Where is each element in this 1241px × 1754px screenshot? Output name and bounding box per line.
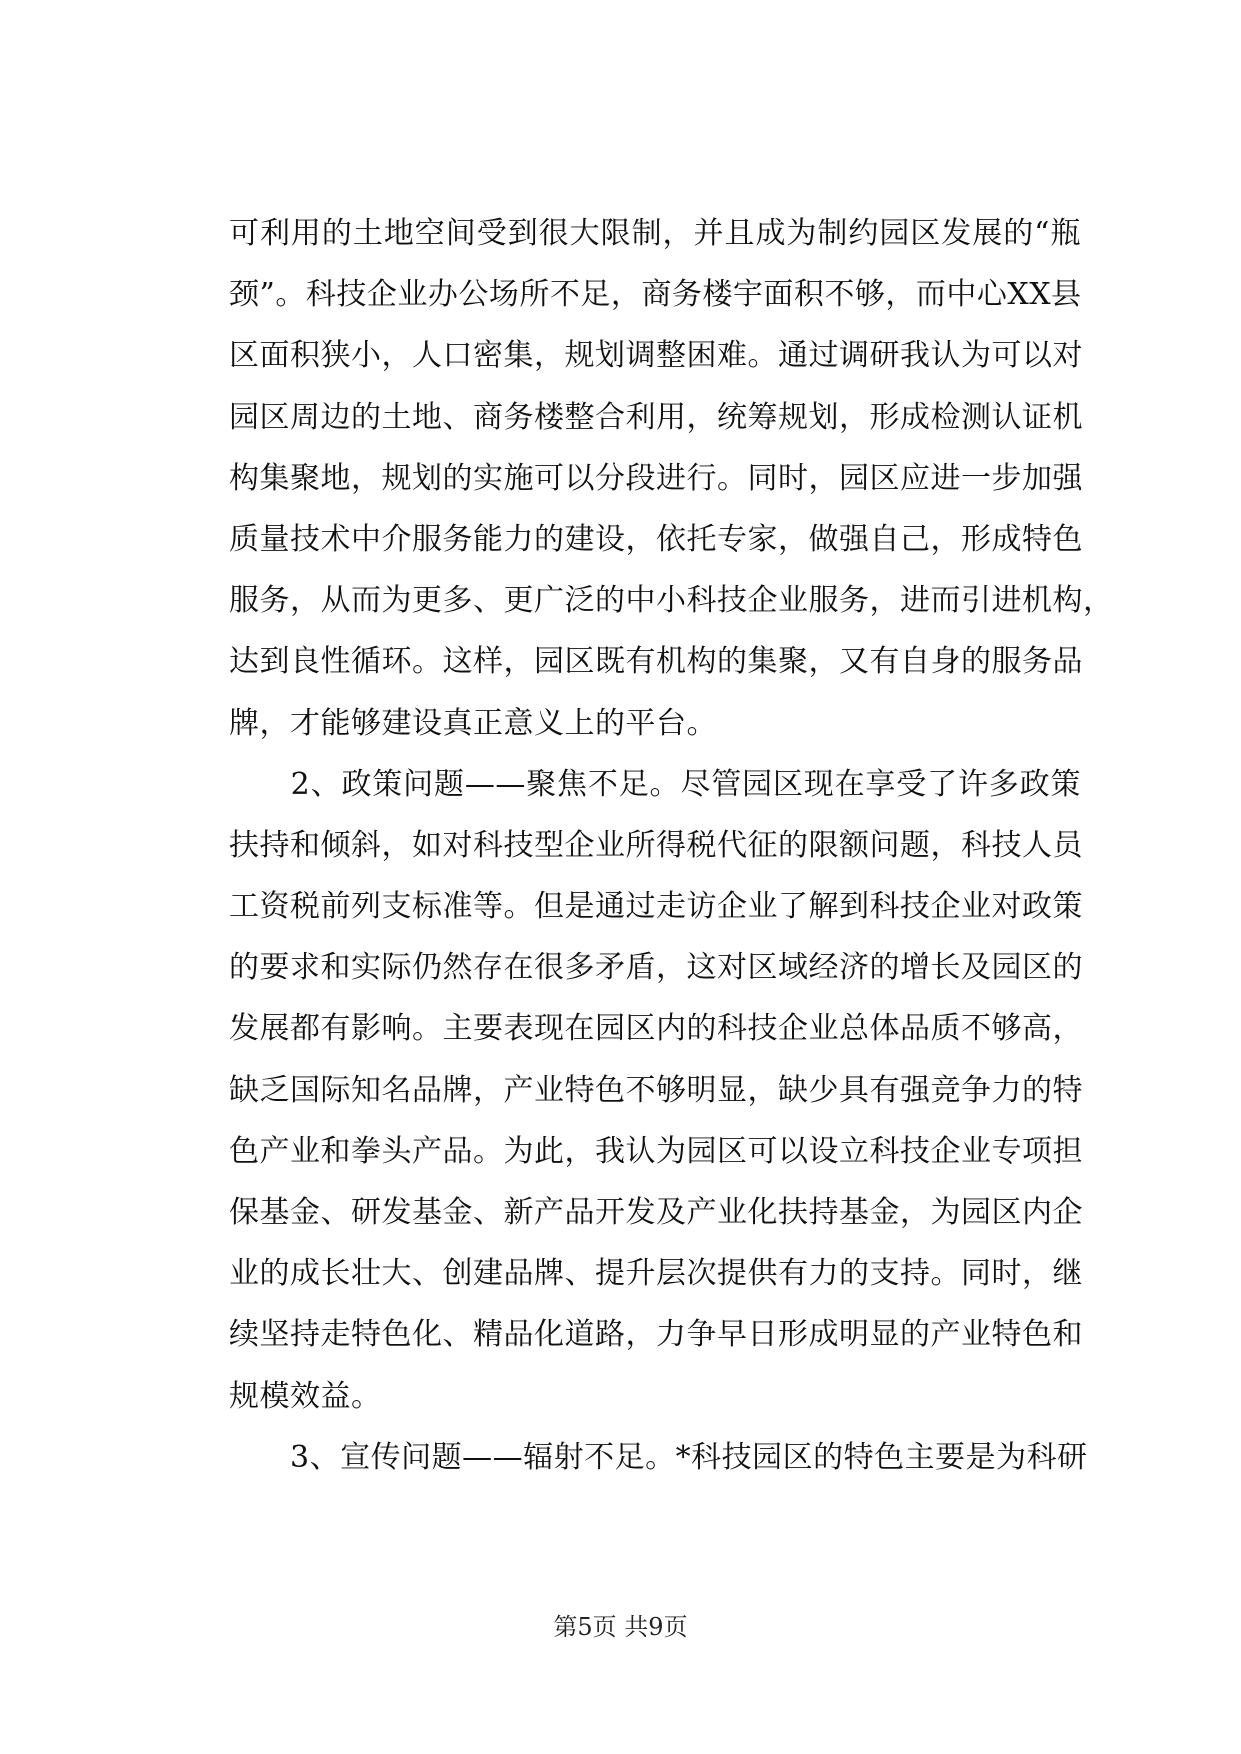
text-line: 的要求和实际仍然存在很多矛盾，这对区域经济的增长及园区的 [229,950,1083,986]
page-footer: 第5页 共9页 [553,1613,688,1641]
document-body [229,203,1114,1488]
text-line: 缺乏国际知名品牌，产业特色不够明显，缺少具有强竞争力的特 [229,1072,1083,1108]
text-line: 扶持和倾斜，如对科技型企业所得税代征的限额问题，科技人员 [229,827,1083,863]
text-line: 续坚持走特色化、精品化道路，力争早日形成明显的产业特色和 [229,1317,1083,1353]
text-line: 园区周边的土地、商务楼整合利用，统筹规划，形成检测认证机 [229,399,1083,435]
text-line: 质量技术中介服务能力的建设，依托专家，做强自己，形成特色 [229,521,1083,557]
text-line: 颈”。科技企业办公场所不足，商务楼宇面积不够，而中心XX县 [229,277,1082,313]
text-line: 达到良性循环。这样，园区既有机构的集聚，又有自身的服务品 [229,644,1083,680]
text-line: 牌，才能够建设真正意义上的平台。 [229,705,717,741]
text-line: 3、宣传问题——辐射不足。*科技园区的特色主要是为科研 [229,1439,1088,1475]
text-line: 2、政策问题——聚焦不足。尽管园区现在享受了许多政策 [229,766,1081,802]
text-line: 工资税前列支标准等。但是通过走访企业了解到科技企业对政策 [229,889,1083,925]
text-line: 色产业和拳头产品。为此，我认为园区可以设立科技企业专项担 [229,1133,1083,1169]
text-line: 服务，从而为更多、更广泛的中小科技企业服务，进而引进机构， [229,583,1114,619]
text-line: 可利用的土地空间受到很大限制，并且成为制约园区发展的“瓶 [229,216,1081,251]
text-line: 区面积狭小，人口密集，规划调整困难。通过调研我认为可以对 [229,338,1083,374]
text-line: 发展都有影响。主要表现在园区内的科技企业总体品质不够高， [229,1011,1083,1047]
text-line: 保基金、研发基金、新产品开发及产业化扶持基金，为园区内企 [229,1195,1083,1230]
text-line: 规模效益。 [229,1378,382,1414]
text-line: 业的成长壮大、创建品牌、提升层次提供有力的支持。同时，继 [229,1256,1083,1292]
text-line: 构集聚地，规划的实施可以分段进行。同时，园区应进一步加强 [229,460,1083,496]
